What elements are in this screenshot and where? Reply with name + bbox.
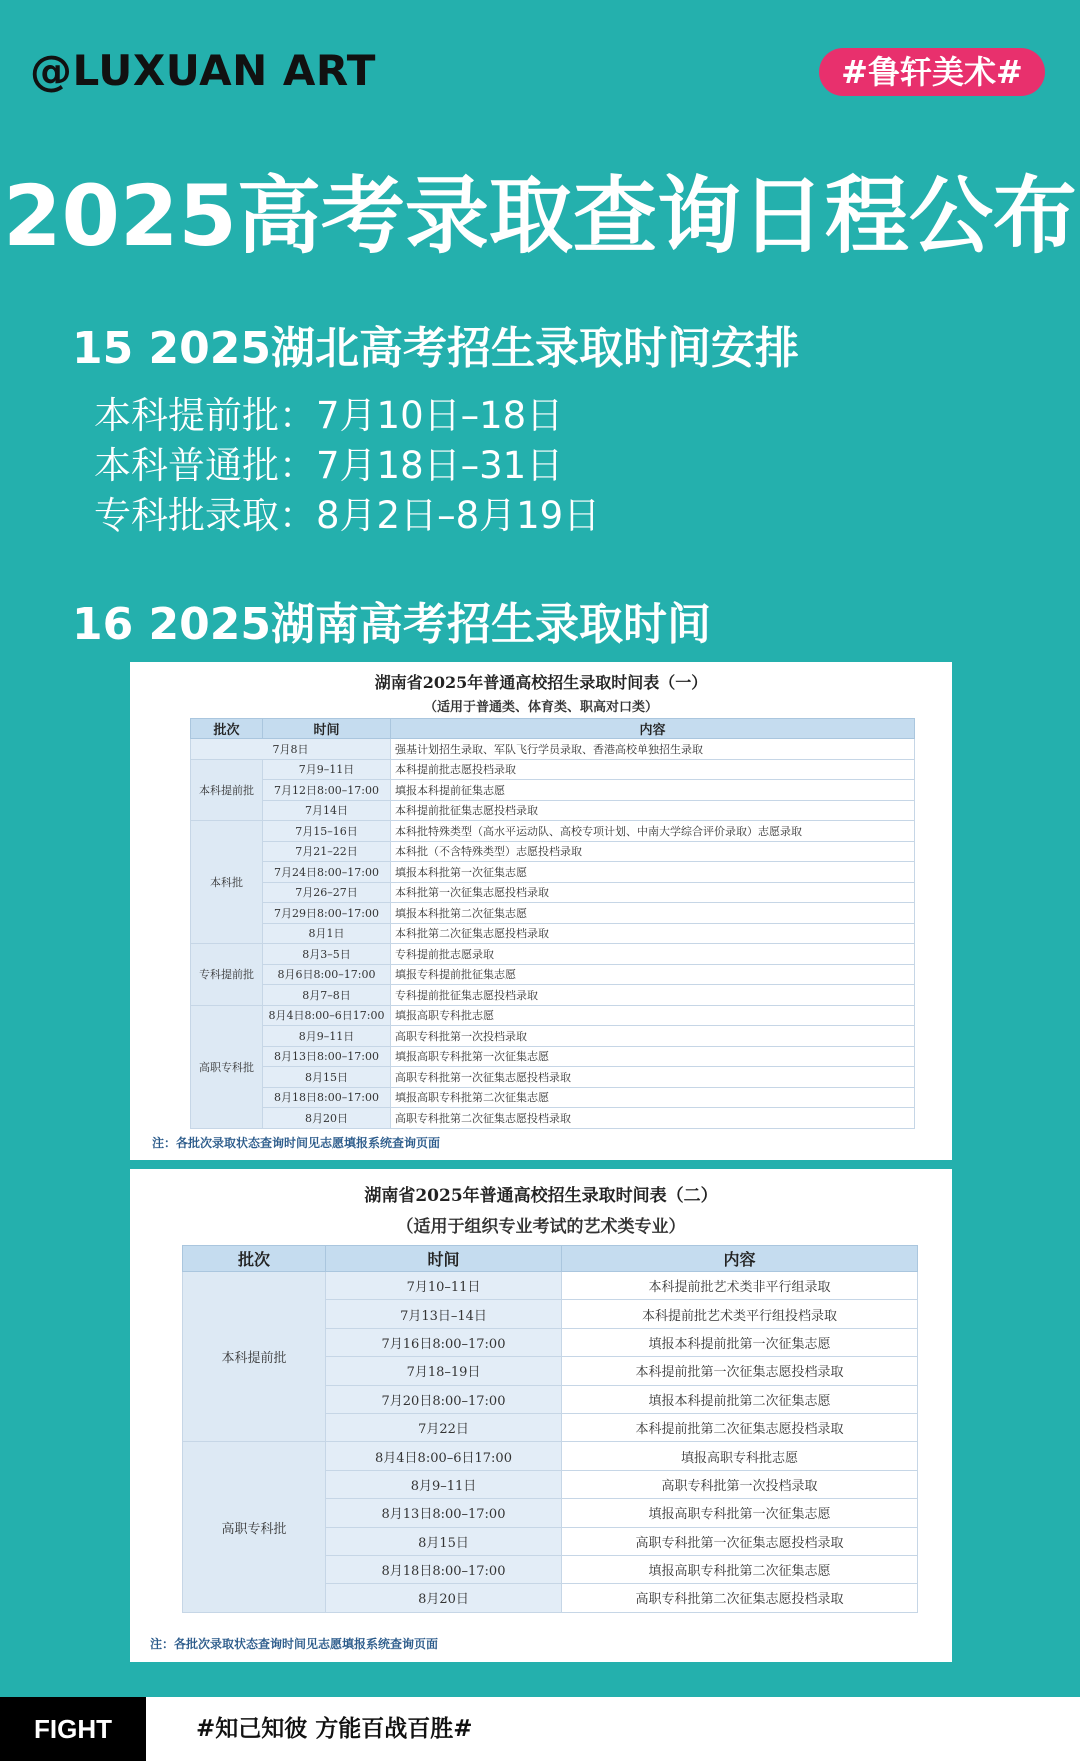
footer-bar (0, 1697, 1080, 1761)
table-subtitle: （适用于组织专业考试的艺术类专业） (396, 1217, 686, 1237)
header-batch: 批次 (183, 1246, 326, 1272)
time-cell: 8月20日 (263, 1108, 391, 1129)
section-heading-hunan: 16 2025湖南高考招生录取时间 (72, 599, 712, 650)
table-row (191, 903, 915, 924)
table-row (191, 1026, 915, 1047)
table-header-row (191, 719, 915, 739)
time-cell: 7月10–11日 (326, 1272, 562, 1300)
time-cell: 7月13日–14日 (326, 1300, 562, 1328)
content-cell: 填报本科批第一次征集志愿 (391, 862, 915, 883)
time-cell: 8月15日 (326, 1527, 562, 1555)
table-title: 湖南省2025年普通高校招生录取时间表（二） (364, 1186, 718, 1206)
table-row (183, 1272, 918, 1300)
header-time: 时间 (263, 719, 391, 739)
footer-slogan: #知己知彼 方能百战百胜# (196, 1716, 473, 1742)
hubei-schedule-line: 专科批录取：8月2日–8月19日 (94, 494, 601, 537)
time-cell: 7月14日 (263, 800, 391, 821)
time-cell: 8月18日8:00–17:00 (326, 1555, 562, 1583)
time-cell: 8月13日8:00–17:00 (263, 1046, 391, 1067)
table-row (191, 821, 915, 842)
table-row (183, 1442, 918, 1470)
time-cell: 7月8日 (191, 739, 391, 760)
time-cell: 7月9–11日 (263, 759, 391, 780)
header-content: 内容 (391, 719, 915, 739)
table-row (191, 1046, 915, 1067)
table-row (191, 862, 915, 883)
table-row (191, 800, 915, 821)
table-row (191, 1005, 915, 1026)
hubei-schedule-line: 本科提前批：7月10日–18日 (94, 394, 564, 437)
content-cell: 填报高职专科批第一次征集志愿 (562, 1499, 918, 1527)
content-cell: 高职专科批第二次征集志愿投档录取 (391, 1108, 915, 1129)
table-subtitle: （适用于普通类、体育类、职高对口类） (423, 700, 658, 715)
time-cell: 7月29日8:00–17:00 (263, 903, 391, 924)
batch-cell: 高职专科批 (183, 1442, 326, 1612)
header-content: 内容 (562, 1246, 918, 1272)
table-row (191, 964, 915, 985)
time-cell: 8月9–11日 (263, 1026, 391, 1047)
content-cell: 本科批（不含特殊类型）志愿投档录取 (391, 841, 915, 862)
content-cell: 填报高职专科批志愿 (391, 1005, 915, 1026)
header-batch: 批次 (191, 719, 263, 739)
table-row (191, 1108, 915, 1129)
content-cell: 高职专科批第一次投档录取 (391, 1026, 915, 1047)
time-cell: 7月26–27日 (263, 882, 391, 903)
schedule-table (182, 1245, 918, 1613)
content-cell: 高职专科批第一次征集志愿投档录取 (391, 1067, 915, 1088)
time-cell: 8月20日 (326, 1584, 562, 1612)
content-cell: 高职专科批第二次征集志愿投档录取 (562, 1584, 918, 1612)
batch-cell: 本科批 (191, 821, 263, 944)
content-cell: 填报本科提前批第一次征集志愿 (562, 1328, 918, 1356)
time-cell: 8月3–5日 (263, 944, 391, 965)
content-cell: 本科提前批志愿投档录取 (391, 759, 915, 780)
table-row (191, 944, 915, 965)
brand-handle: @LUXUAN ART (30, 46, 376, 95)
hunan-schedule-table-1 (130, 662, 952, 1160)
time-cell: 8月1日 (263, 923, 391, 944)
content-cell: 高职专科批第一次投档录取 (562, 1470, 918, 1498)
content-cell: 本科提前批第二次征集志愿投档录取 (562, 1413, 918, 1441)
content-cell: 本科提前批艺术类平行组投档录取 (562, 1300, 918, 1328)
table-note: 注：各批次录取状态查询时间见志愿填报系统查询页面 (152, 1136, 441, 1150)
time-cell: 7月21–22日 (263, 841, 391, 862)
time-cell: 7月12日8:00–17:00 (263, 780, 391, 801)
time-cell: 8月13日8:00–17:00 (326, 1499, 562, 1527)
time-cell: 7月15–16日 (263, 821, 391, 842)
content-cell: 高职专科批第一次征集志愿投档录取 (562, 1527, 918, 1555)
table-row (191, 985, 915, 1006)
time-cell: 7月20日8:00–17:00 (326, 1385, 562, 1413)
table-header-row (183, 1246, 918, 1272)
hashtag-badge: #鲁轩美术# (819, 48, 1045, 96)
table-row (191, 841, 915, 862)
time-cell: 8月4日8:00–6日17:00 (263, 1005, 391, 1026)
content-cell: 强基计划招生录取、军队飞行学员录取、香港高校单独招生录取 (391, 739, 915, 760)
content-cell: 填报高职专科批第二次征集志愿 (562, 1555, 918, 1583)
content-cell: 本科批第一次征集志愿投档录取 (391, 882, 915, 903)
table-row (191, 1087, 915, 1108)
time-cell: 8月7–8日 (263, 985, 391, 1006)
table-row (191, 739, 915, 760)
batch-cell: 高职专科批 (191, 1005, 263, 1128)
content-cell: 填报高职专科批志愿 (562, 1442, 918, 1470)
hubei-schedule-line: 本科普通批：7月18日–31日 (94, 444, 564, 487)
section-heading-hubei: 15 2025湖北高考招生录取时间安排 (72, 323, 800, 374)
schedule-table (190, 718, 915, 1129)
table-row (191, 759, 915, 780)
table-row (191, 882, 915, 903)
fight-label: FIGHT (0, 1697, 146, 1761)
content-cell: 填报本科提前批第二次征集志愿 (562, 1385, 918, 1413)
time-cell: 8月9–11日 (326, 1470, 562, 1498)
content-cell: 填报高职专科批第一次征集志愿 (391, 1046, 915, 1067)
time-cell: 8月18日8:00–17:00 (263, 1087, 391, 1108)
time-cell: 7月18–19日 (326, 1357, 562, 1385)
content-cell: 本科批第二次征集志愿投档录取 (391, 923, 915, 944)
hubei-schedule-list (94, 391, 600, 541)
table-title: 湖南省2025年普通高校招生录取时间表（一） (374, 673, 708, 692)
content-cell: 本科提前批征集志愿投档录取 (391, 800, 915, 821)
table-row (191, 923, 915, 944)
hunan-schedule-table-2 (130, 1169, 952, 1662)
time-cell: 8月6日8:00–17:00 (263, 964, 391, 985)
time-cell: 7月24日8:00–17:00 (263, 862, 391, 883)
content-cell: 本科批特殊类型（高水平运动队、高校专项计划、中南大学综合评价录取）志愿录取 (391, 821, 915, 842)
batch-cell: 本科提前批 (183, 1272, 326, 1442)
content-cell: 专科提前批征集志愿投档录取 (391, 985, 915, 1006)
content-cell: 本科提前批第一次征集志愿投档录取 (562, 1357, 918, 1385)
time-cell: 8月15日 (263, 1067, 391, 1088)
page-title: 2025高考录取查询日程公布 (3, 167, 1077, 265)
content-cell: 填报高职专科批第二次征集志愿 (391, 1087, 915, 1108)
content-cell: 填报本科提前征集志愿 (391, 780, 915, 801)
batch-cell: 专科提前批 (191, 944, 263, 1006)
time-cell: 7月16日8:00–17:00 (326, 1328, 562, 1356)
table-row (191, 780, 915, 801)
table-row (191, 1067, 915, 1088)
table-note: 注：各批次录取状态查询时间见志愿填报系统查询页面 (150, 1637, 439, 1651)
content-cell: 填报本科批第二次征集志愿 (391, 903, 915, 924)
content-cell: 填报专科提前批征集志愿 (391, 964, 915, 985)
time-cell: 7月22日 (326, 1413, 562, 1441)
content-cell: 专科提前批志愿录取 (391, 944, 915, 965)
content-cell: 本科提前批艺术类非平行组录取 (562, 1272, 918, 1300)
batch-cell: 本科提前批 (191, 759, 263, 821)
header-time: 时间 (326, 1246, 562, 1272)
time-cell: 8月4日8:00–6日17:00 (326, 1442, 562, 1470)
